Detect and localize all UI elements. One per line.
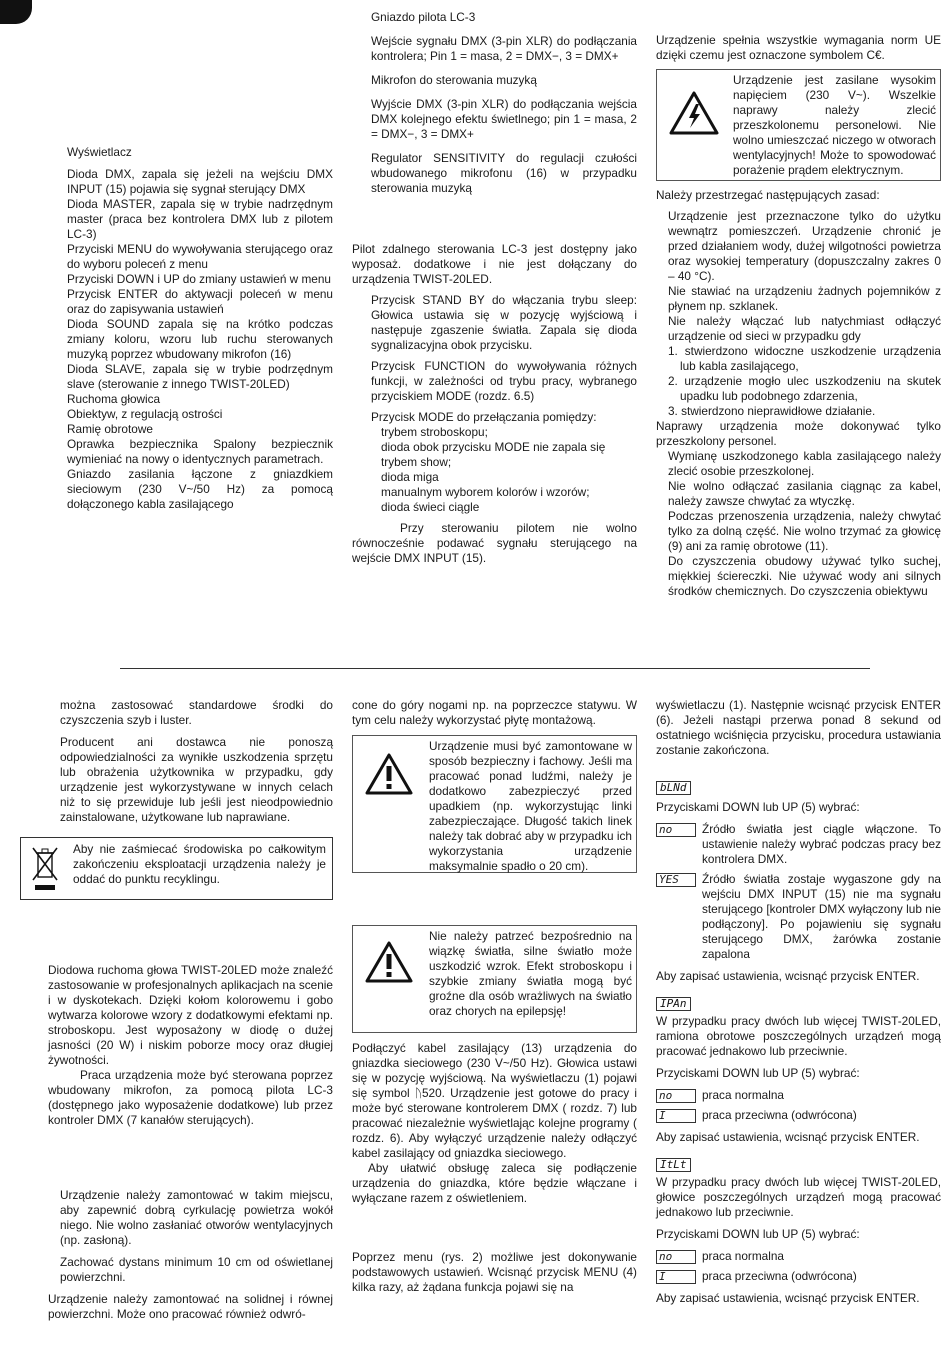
warning-triangle-icon [365,940,413,984]
fault-list [668,344,941,419]
legend-item: Regulator SENSITIVITY do regulacji czułości wbudowanego mikrofonu (16) w przypadku sterowania muzyką [371,151,637,195]
mode-line: dioda świeci ciągle [381,500,480,514]
display-code: YES [656,873,696,887]
standby-description: Przycisk STAND BY do włączania trybu sleep: Głowica ustawia się w pozycję wyjściową i następuje zgaszenie światła. Zapala się dioda sygnalizacyjna obok przycisku. [371,293,637,352]
top-left-column [67,145,333,512]
safety-rule: Naprawy urządzenia może dokonywać tylko przeszkolony personel. [656,419,941,448]
display-code: no [656,823,696,837]
paragraph: można zastosować standardowe środki do czyszczenia szyb i luster. [60,698,333,727]
safety-rule: Nie stawiać na urządzeniu żadnych pojemników z płynem np. szklanek. [668,284,941,313]
legend-item: Ramię obrotowe [67,422,153,436]
safety-rule: Podczas przenoszenia urządzenia, należy chwytać tylko za dolną część. Nie wolno trzymać za głowicę (9) ani za ramię obrotowe (11). [668,509,941,553]
control-description: Praca urządzenia może być sterowana poprzez wbudowany mikrofon, za pomocą pilota LC-3 (dostępnego jako wyposażenie dodatkowe) lub przez kontroler DMX (7 kanałów sterujących). [48,1068,333,1127]
mode-line: manualnym wyborem kolorów i wzorów; [381,485,590,499]
ce-statement: Urządzenie spełnia wszystkie wymagania norm UE dzięki czemu jest oznaczone symbolem C€. [656,33,941,62]
section-divider [120,668,870,669]
top-middle-column [352,10,637,566]
legend-item: Gniazdo zasilania łączone z gniazdkiem sieciowym (230 V~/50 Hz) za pomocą dołączonego kabla zasilającego [67,467,333,511]
option-description: Źródło światła zostaje wygaszone gdy na wejściu DMX INPUT (15) nie ma sygnału sterującego [kontroler DMX wyłączony lub nie podłączony]. Po pojawieniu się sygnału sterującego DMX, żarówka zostanie zapalona [702,872,941,961]
paragraph: cone do góry nogami np. na poprzeczce statywu. W tym celu należy wykorzystać płytę montażową. [352,698,637,727]
display-code: ItLt [656,1158,691,1172]
mounting-warning-box [352,735,637,873]
option-description: praca przeciwna (odwrócona) [702,1108,857,1122]
bottom-right-column [656,698,941,1306]
safety-rule: Do czyszczenia obudowy używać tylko suchej, miękkiej ściereczki. Nie używać wody ani silnych środków chemicznych. Do czyszczenia obiektywu [668,554,941,598]
rules-intro: Należy przestrzegać następujących zasad: [656,188,880,202]
mode-options [371,425,637,515]
light-warning-box [352,925,637,1033]
product-description: Diodowa ruchoma głowa TWIST-20LED może znaleźć zastosowanie w profesjonalnych aplikacjach na scenie i w dyskotekach. Dzięki kołom kolorowemu i gobo wytwarza kolorowe wzory z dodatkowymi efektami np. stroboskopu. Jest wyposażony w diodę o dużej jasności (20 W) i niskim poborze mocy oraz długiej żywotności. [48,963,333,1067]
legend-item: Przycisk ENTER do aktywacji poleceń w menu oraz do zapisywania ustawień [67,287,333,316]
legend-item: Przyciski DOWN i UP do zmiany ustawień w menu [67,272,331,286]
warning-triangle-icon [365,752,413,796]
high-voltage-warning-icon [669,90,719,136]
legend-item: Dioda SOUND zapala się na krótko podczas zmiany koloru, wzoru lub ruchu sterowanych muzyką poprzez wbudowany mikrofon (16) [67,317,333,361]
crossed-out-bin-icon [31,846,59,892]
light-warning-text: Nie należy patrzeć bezpośrednio na wiązkę światła, silne światło może uszkodzić wzrok. Efekt stroboskopu i szybkie zmiany światła mogą być groźne dla osób wrażliwych na światło oraz chorych na epilepsję! [429,929,632,1018]
display-code: I [656,1109,696,1123]
pilot-intro: Pilot zdalnego sterowania LC-3 jest dostępny jako wyposaż. dodatkowe i nie jest dołączany do urządzenia TWIST-20LED. [352,242,637,286]
legend-item: Dioda SLAVE, zapala się w trybie podrzędnym slave (sterowanie z innego TWIST-20LED) [67,362,333,391]
display-code: IPAn [656,997,691,1011]
paragraph: W przypadku pracy dwóch lub więcej TWIST-20LED, ramiona obrotowe poszczególnych urządzeń mogą pracować jednakowo lub przeciwnie. [656,1014,941,1058]
paragraph: wyświetlaczu (1). Następnie wcisnąć przycisk ENTER (6). Jeżeli nastąpi przerwa ponad 8 sekund od ostatniego wciśnięcia przycisku, procedura ustawiania zostanie zakończona. [656,698,941,757]
display-code: bLNd [656,781,691,795]
installation-note: Urządzenie należy zamontować na solidnej i równej powierzchni. Może ono pracować również odwró- [48,1292,333,1321]
option-row [656,822,941,867]
display-code: I [656,1270,696,1284]
mode-line: dioda obok przycisku MODE nie zapala się [381,440,606,454]
list-item: 1. stwierdzono widoczne uszkodzenie urządzenia lub kabla zasilającego, [668,344,941,373]
option-description: praca normalna [702,1088,784,1102]
mode-line: dioda miga [381,470,439,484]
legend-item: Wyjście DMX (3-pin XLR) do podłączania wejścia DMX kolejnego efektu świetlnego; pin 1 = masa, 2 = DMX−, 3 = DMX+ [371,97,637,141]
legend-item: Wyświetlacz [67,145,132,159]
select-instruction: Przyciskami DOWN lub UP (5) wybrać: [656,1066,860,1080]
legend-item: Gniazdo pilota LC-3 [371,10,476,24]
option-row [656,1269,941,1284]
mode-line: trybem show; [381,455,452,469]
legend-item: Dioda MASTER, zapala się w trybie nadrzędnym master (praca bez kontrolera DMX lub z pilotem LC-3) [67,197,333,241]
menu-intro: Poprzez menu (rys. 2) możliwe jest dokonywanie podstawowych ustawień. Wcisnąć przycisk MENU (4) kilka razy, aż żądana funkcja pojawi się na [352,1250,637,1294]
option-row [656,1108,941,1123]
power-connection: Podłączyć kabel zasilający (13) urządzenia do gniazdka sieciowego (230 V~/50 Hz). Głowica ustawi się w pozycję wyjściową. Na wyświetlaczu (1) pojawi się symbol ᚢ520. Urządzenie jest gotowe do pracy i może być sterowane kontrolerem DMX ( rozdz. 7) lub pracować niezależnie wyświetlając kolejne programy ( rozdz. 6). Aby wyłączyć urządzenie należy odłączyć kabel zasilający od gniazdka sieciowego. [352,1041,637,1160]
safety-rule: Nie należy włączać lub natychmiast odłączyć urządzenie od sieci w przypadku gdy [668,314,941,343]
function-description: Przycisk FUNCTION do wywoływania różnych funkcji, w zależności od trybu pracy, wybranego przyciskiem MODE (rozdz. 6.5) [371,359,637,403]
pilot-note: Przy sterowaniu pilotem nie wolno równocześnie podawać sygnału sterującego na wejście DMX INPUT (15). [352,521,637,565]
bottom-middle-column [352,698,637,1295]
save-instruction: Aby zapisać ustawienia, wcisnąć przycisk ENTER. [656,1130,920,1144]
legend-item: Ruchoma głowica [67,392,161,406]
safety-rule: Urządzenie jest przeznaczone tylko do użytku wewnątrz pomieszczeń. Urządzenie chronić je przed działaniem wody, dużej wilgotności powietrza oraz wysokiej temperatury (dopuszczalny zakres 0 – 40 °C). [668,209,941,283]
electrical-warning-text: Urządzenie jest zasilane wysokim napięciem (230 V~). Wszelkie naprawy należy zlecić przeszkolonemu personelowi. Nie wolno umieszczać niczego w otworach wentylacyjnych! Może to spowodować porażenie prądem elektrycznym. [733,73,936,177]
safety-rule: Nie wolno odłączać zasilania ciągnąc za kabel, należy zawsze chwytać za wtyczkę. [668,479,941,508]
legend-item: Obiektyw, z regulacją ostrości [67,407,223,421]
top-right-column [656,33,941,599]
list-item: 2. urządzenie mogło ulec uszkodzeniu na skutek upadku lub podobnego zdarzenia, [668,374,941,403]
option-row [656,1249,941,1264]
installation-note: Urządzenie należy zamontować w takim miejscu, aby zapewnić dobrą cyrkulację powietrza wokół niego. Nie wolno zasłaniać otworów wentylacyjnych (np. zasłoną). [60,1188,333,1247]
option-description: praca normalna [702,1249,784,1263]
display-code: no [656,1089,696,1103]
legend-item: Oprawka bezpiecznika Spalony bezpiecznik wymieniać na nowy o identycznych parametrach. [67,437,333,466]
mounting-warning-text: Urządzenie musi być zamontowane w sposób bezpieczny i fachowy. Jeśli ma pracować ponad ludźmi, należy je dodatkowo zabezpieczyć przed upadkiem (np. wykorzystując linki zabezpieczające. Długość takich linek należy tak dobrać aby w przypadku ich wykorzystania urządzenie maksymalnie spadło o 20 cm). [429,739,632,873]
power-tip: Aby ułatwić obsługę zaleca się podłączenie urządzenia do gniazdka, które będzie włączane i wyłączane razem z oświetleniem. [352,1161,637,1205]
select-instruction: Przyciskami DOWN lub UP (5) wybrać: [656,1227,860,1241]
legend-item: Przyciski MENU do wywoływania sterującego oraz do wyboru poleceń z menu [67,242,333,271]
mode-title: Przycisk MODE do przełączania pomiędzy: [371,410,597,424]
display-code: no [656,1250,696,1264]
option-description: praca przeciwna (odwrócona) [702,1269,857,1283]
recycling-notice-box [20,837,333,900]
paragraph: W przypadku pracy dwóch lub więcej TWIST-20LED, głowice poszczególnych urządzeń mogą pracować jednakowo lub przeciwnie. [656,1175,941,1219]
legend-item: Wejście sygnału DMX (3-pin XLR) do podłączania kontrolera; Pin 1 = masa, 2 = DMX−, 3 = DMX+ [371,34,637,63]
option-row [656,872,941,962]
paragraph: Producent ani dostawca nie ponoszą odpowiedzialności za wynikłe uszkodzenia sprzętu lub obrażenia użytkownika w przypadku, gdy urządzenie jest wykorzystywane w innych celach niż to się przewiduje lub jeśli jest nieodpowiednio zainstalowane, użytkowane lub naprawiane. [60,735,333,824]
safety-rule: Wymianę uszkodzonego kabla zasilającego należy zlecić osobie przeszkolonej. [668,449,941,478]
bottom-left-column [48,698,333,1322]
legend-item: Dioda DMX, zapala się jeżeli na wejściu DMX INPUT (15) pojawia się sygnał sterujący DMX [67,167,333,196]
language-badge [0,0,32,24]
mode-line: trybem stroboskopu; [381,425,488,439]
option-row [656,1088,941,1103]
option-description: Źródło światła jest ciągle włączone. To ustawienie należy wybrać podczas pracy bez kontrolera DMX. [702,822,941,866]
list-item: 3. stwierdzono nieprawidłowe działanie. [668,404,876,418]
recycling-notice-text: Aby nie zaśmiecać środowiska po całkowitym zakończeniu eksploatacji urządzenia należy je oddać do punktu recyklingu. [73,842,326,886]
legend-item: Mikrofon do sterowania muzyką [371,73,537,87]
save-instruction: Aby zapisać ustawienia, wcisnąć przycisk ENTER. [656,969,920,983]
electrical-warning-box [656,69,941,181]
save-instruction: Aby zapisać ustawienia, wcisnąć przycisk ENTER. [656,1291,920,1305]
installation-note: Zachować dystans minimum 10 cm od oświetlanej powierzchni. [60,1255,333,1284]
select-instruction: Przyciskami DOWN lub UP (5) wybrać: [656,800,860,814]
